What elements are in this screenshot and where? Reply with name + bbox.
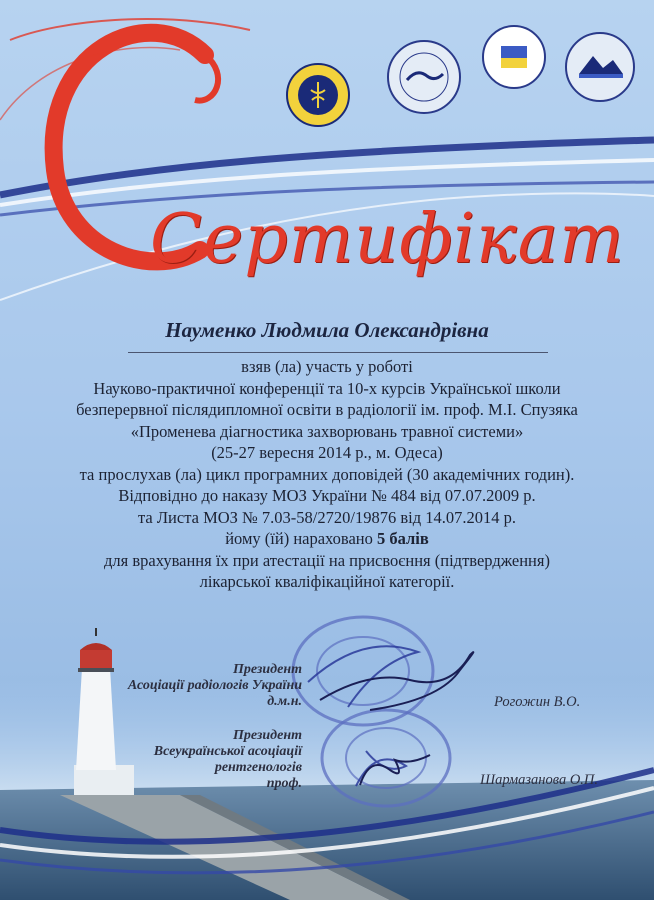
certificate-body <box>20 356 634 593</box>
signatory-2-name: Шармазанова О.П. <box>480 772 599 788</box>
position-line: проф. <box>266 776 302 791</box>
position-line: Президент <box>233 662 302 677</box>
body-line: та прослухав (ла) цикл програмних доповідей (30 академічних годин). <box>79 464 575 484</box>
signature-rogozhin <box>310 640 500 720</box>
points-value: 5 балів <box>377 529 429 548</box>
body-line: Науково-практичної конференції та 10-х курсів Української школи <box>93 378 561 398</box>
position-line: Всеукраїнської асоціації <box>153 744 302 759</box>
recipient-underline <box>128 352 548 353</box>
medical-academy-logo <box>285 62 351 128</box>
body-line: Відповідно до наказу МОЗ України № 484 від 07.07.2009 р. <box>118 486 536 505</box>
signatory-2-position <box>60 728 302 792</box>
body-line: взяв (ла) участь у роботі <box>241 357 413 376</box>
radiology-association-logo <box>563 30 637 104</box>
signatory-1-name: Рогожин В.О. <box>494 694 581 710</box>
body-line: (25-27 вересня 2014 р., м. Одеса) <box>211 443 443 462</box>
position-line: рентгенологів <box>214 760 302 775</box>
radiologists-association-logo <box>385 38 463 116</box>
body-line: та Листа МОЗ № 7.03-58/2720/19876 від 14.07.2014 р. <box>138 507 516 527</box>
body-line: безперервної післядипломної освіти в радіології ім. проф. М.І. Спузяка <box>76 400 578 419</box>
certificate-title-block <box>150 200 625 280</box>
recipient-name: Науменко Людмила Олександрівна <box>165 318 489 342</box>
signatory-1-position <box>60 662 302 710</box>
signature-sharmazanova <box>350 745 440 795</box>
points-prefix: йому (їй) нараховано <box>225 529 378 548</box>
body-line: лікарської кваліфікаційної категорії. <box>199 572 455 591</box>
body-line: для врахування їх при атестації на присвоєння (підтвердження) <box>104 550 550 570</box>
logo-row <box>285 20 645 130</box>
points-line <box>20 528 634 550</box>
position-line: д.м.н. <box>267 694 302 709</box>
body-line: «Променева діагностика захворювань травної системи» <box>130 421 524 441</box>
position-line: Асоціації радіологів України <box>127 678 302 693</box>
certificate-title: Сертифікат <box>150 200 625 279</box>
medical-sciences-academy-logo <box>481 24 547 90</box>
position-line: Президент <box>233 728 302 743</box>
